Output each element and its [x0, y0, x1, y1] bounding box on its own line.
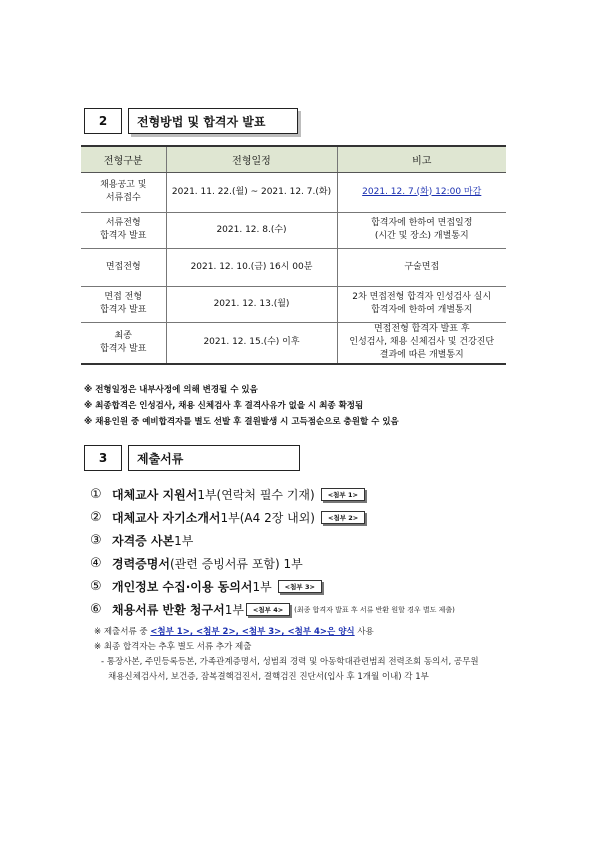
schedule-date: 2021. 12. 8.(수) [166, 212, 337, 248]
document-detail: 1부(연락처 필수 기재) [197, 488, 315, 502]
schedule-date: 2021. 12. 15.(수) 이후 [166, 322, 337, 364]
stage-label: 서류전형 [105, 218, 141, 228]
document-detail: 1부(A4 2장 내외) [220, 511, 315, 525]
attachment-tag[interactable]: <첨부 4> [246, 603, 290, 616]
document-name: 개인정보 수집·이용 동의서 [112, 580, 253, 594]
item-number: ④ [90, 556, 102, 571]
table-header-row [81, 146, 506, 172]
form-note [94, 625, 479, 640]
section-title: 제출서류 [128, 445, 300, 471]
stage-label: 채용공고 및 [100, 180, 147, 190]
header-note: 비고 [337, 146, 506, 172]
document-name: 대체교사 지원서 [112, 488, 198, 502]
item-number: ② [90, 510, 102, 525]
item-number: ⑥ [90, 602, 102, 617]
stage-label: 합격자 발표 [100, 231, 147, 241]
note-line: 2차 면접전형 합격자 인성검사 실시 [352, 292, 492, 302]
form-note-prefix: ※ 제출서류 중 [94, 627, 151, 637]
document-list [90, 483, 455, 621]
item-number: ③ [90, 533, 102, 548]
stage-label: 면접전형 [81, 248, 166, 286]
list-item [90, 506, 455, 529]
section-2-header [84, 108, 298, 134]
note-line: 합격자에 한하여 개별통지 [371, 305, 473, 315]
schedule-date: 2021. 12. 10.(금) 16시 00분 [166, 248, 337, 286]
schedule-table [81, 145, 506, 365]
schedule-notes [84, 382, 399, 430]
table-row [81, 248, 506, 286]
attachment-tag[interactable]: <첨부 2> [321, 511, 365, 524]
schedule-date: 2021. 12. 13.(월) [166, 286, 337, 322]
list-item [90, 529, 455, 552]
stage-label: 합격자 발표 [100, 305, 147, 315]
item-number: ⑤ [90, 579, 102, 594]
section-number: 3 [84, 445, 122, 471]
document-name: 대체교사 자기소개서 [112, 511, 221, 525]
extra-note: ※ 최종 합격자는 추후 별도 서류 추가 제출 [94, 642, 252, 652]
form-note-suffix: 사용 [354, 627, 374, 637]
note-item: ※ 최종합격은 인성검사, 채용 신체검사 후 결격사유가 없을 시 최종 확정됨 [84, 401, 364, 411]
note-line: 결과에 따른 개별통지 [379, 350, 464, 361]
table-row [81, 286, 506, 322]
list-item [90, 598, 455, 621]
table-row [81, 212, 506, 248]
section-title: 전형방법 및 합격자 발표 [128, 108, 298, 134]
note-line: 구술면접 [337, 248, 506, 286]
attachment-tag[interactable]: <첨부 3> [278, 580, 322, 593]
document-name: 자격증 사본 [112, 534, 175, 548]
document-name: 경력증명서 [112, 557, 170, 571]
table-row [81, 322, 506, 364]
document-detail: 1부 [224, 603, 244, 617]
section-3-header [84, 445, 300, 471]
submission-notes [94, 625, 479, 685]
deadline-link[interactable]: 2021. 12. 7.(화) 12:00 마감 [362, 186, 482, 197]
form-links[interactable]: <첨부 1>, <첨부 2>, <첨부 3>, <첨부 4>은 양식 [150, 627, 355, 637]
note-line: 면접전형 합격자 발표 후 [373, 324, 470, 335]
item-number: ① [90, 487, 102, 502]
table-row [81, 172, 506, 212]
list-item [90, 552, 455, 575]
note-item: ※ 채용인원 중 예비합격자를 별도 선발 후 결원발생 시 고득점순으로 충원할 수 있음 [84, 417, 399, 427]
schedule-date: 2021. 11. 22.(월) ~ 2021. 12. 7.(화) [166, 172, 337, 212]
header-date: 전형일정 [166, 146, 337, 172]
note-line: 인성검사, 채용 신체검사 및 건강진단 [349, 337, 495, 348]
document-detail: 1부 [174, 534, 194, 548]
extra-list-item: - 통장사본, 주민등록등본, 가족관계증명서, 성범죄 경력 및 아동학대관련범죄 전력조회 동의서, 공무원 [101, 657, 479, 667]
note-item: ※ 전형일정은 내부사정에 의해 변경될 수 있음 [84, 385, 258, 395]
attachment-tag[interactable]: <첨부 1> [321, 488, 365, 501]
header-stage: 전형구분 [81, 146, 166, 172]
stage-label: 면접 전형 [104, 292, 143, 302]
document-name: 채용서류 반환 청구서 [112, 603, 225, 617]
note-line: (시간 및 장소) 개별통지 [374, 231, 469, 241]
document-remark: (최종 합격자 발표 후 서류 반환 원할 경우 별도 제출) [294, 605, 455, 614]
document-detail: 1부 [252, 580, 272, 594]
list-item [90, 483, 455, 506]
stage-label: 서류접수 [105, 193, 141, 203]
section-number: 2 [84, 108, 122, 134]
extra-list-item: 채용신체검사서, 보건증, 잠복결핵검진서, 결핵검진 진단서(입사 후 1개월 이내) 각 1부 [108, 672, 429, 682]
note-line: 합격자에 한하여 면접일정 [371, 218, 473, 228]
list-item [90, 575, 455, 598]
document-detail: (관련 증빙서류 포함) 1부 [169, 557, 303, 571]
stage-label: 합격자 발표 [100, 343, 147, 354]
stage-label: 최종 [114, 330, 132, 341]
